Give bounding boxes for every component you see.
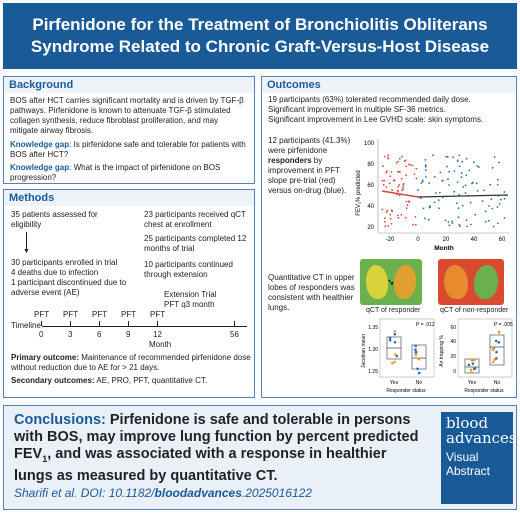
secondary-label: Secondary outcomes: (11, 376, 95, 385)
scatter-point (438, 207, 440, 209)
scatter-point (415, 216, 417, 218)
scatter-point (448, 221, 450, 223)
outcomes-panel (261, 76, 517, 398)
pft-label-3: PFT (121, 310, 137, 319)
scatter-point (397, 215, 399, 217)
lung-left (366, 265, 388, 299)
timeline-tick (41, 321, 42, 326)
scatter-point (485, 221, 487, 223)
scatter-point (423, 208, 425, 210)
scatter-point (498, 162, 500, 164)
cite-post: .2025016122 (241, 486, 312, 500)
scatter-point (399, 158, 401, 160)
box1-ytick: 1.25 (368, 369, 378, 375)
month-12: 12 (153, 330, 162, 339)
scatter-xtick: 60 (498, 237, 506, 243)
extension-pft-label: PFT q3 month (164, 300, 215, 309)
secondary-text: AE, PRO, PFT, quantitative CT. (94, 376, 208, 385)
scatter-point (435, 192, 437, 194)
outcome-line-3: Significant improvement in Lee GVHD scale: skin symptoms. (268, 115, 484, 124)
scatter-point (429, 205, 431, 207)
scatter-point (396, 162, 398, 164)
conclusions-text (14, 412, 429, 485)
arrow-icon: ➘ (387, 277, 395, 287)
extension-continued-text: 10 participants continued through extension (144, 260, 233, 279)
cite-pre: Sharifi et al. DOI: 10.1182/ (14, 486, 155, 500)
scatter-point (400, 214, 402, 216)
citation (14, 486, 312, 500)
scatter-point (382, 165, 384, 167)
scatter-point (422, 179, 424, 181)
box-point (415, 354, 418, 357)
logo-line-1: blood (446, 414, 489, 432)
scatter-point (447, 178, 449, 180)
qct-text: 23 participants received qCT chest at enrollment (144, 210, 246, 229)
gap2-text: : What is the impact of pirfenidone on BOS progression? (10, 163, 221, 182)
scatter-point (425, 169, 427, 171)
scatter-point (405, 217, 407, 219)
scatter-point (420, 182, 422, 184)
scatter-point (385, 186, 387, 188)
box-point (389, 337, 392, 340)
scatter-point (497, 222, 499, 224)
background-title: Background (4, 77, 254, 93)
scatter-point (454, 170, 456, 172)
box-point (492, 349, 495, 352)
timeline-label: Timeline (11, 321, 41, 330)
timeline-tick (99, 321, 100, 326)
box-point (414, 345, 417, 348)
qct-responder-label: qCT of responder (366, 307, 421, 314)
box-point (394, 353, 397, 356)
scatter-xtick: -20 (385, 237, 395, 243)
month-9: 9 (126, 330, 131, 339)
scatter-point (412, 224, 414, 226)
scatter-ytick: 80 (367, 162, 374, 168)
scatter-point (492, 167, 494, 169)
scatter-point (466, 158, 468, 160)
scatter-point (500, 199, 502, 201)
scatter-point (488, 220, 490, 222)
box-point (473, 359, 476, 362)
scatter-point (451, 221, 453, 223)
scatter-point (474, 214, 476, 216)
scatter-point (404, 160, 406, 162)
scatter-point (425, 159, 427, 161)
scatter-point (493, 226, 495, 228)
resp-bold: responders (268, 156, 312, 165)
scatter-point (442, 180, 444, 182)
scatter-point (401, 178, 403, 180)
scatter-point (434, 201, 436, 203)
scatter-point (452, 156, 454, 158)
scatter-point (398, 171, 400, 173)
scatter-point (428, 219, 430, 221)
assessed-text: 35 patients assessed for eligibility (11, 210, 98, 229)
scatter-point (408, 200, 410, 202)
scatter-point (413, 173, 415, 175)
scatter-point (391, 171, 393, 173)
scatter-point (439, 192, 441, 194)
scatter-point (465, 192, 467, 194)
scatter-point (420, 197, 422, 199)
scatter-point (485, 210, 487, 212)
scatter-point (397, 186, 399, 188)
scatter-point (473, 161, 475, 163)
scatter-point (461, 161, 463, 163)
box-point (418, 372, 421, 375)
scatter-point (490, 198, 492, 200)
timeline-tick (157, 321, 158, 326)
scatter-point (458, 207, 460, 209)
qct-responder-image (360, 259, 422, 305)
scatter-point (468, 170, 470, 172)
scatter-point (448, 225, 450, 227)
box-point (389, 339, 392, 342)
scatter-points (381, 154, 506, 227)
scatter-point (387, 225, 389, 227)
scatter-point (458, 154, 460, 156)
month-0: 0 (39, 330, 44, 339)
scatter-point (408, 164, 410, 166)
box-point (393, 361, 396, 364)
methods-title: Methods (4, 190, 254, 206)
scatter-point (458, 224, 460, 226)
scatter-point (470, 224, 472, 226)
scatter-point (446, 166, 448, 168)
box2-ytick: 20 (450, 354, 456, 360)
box-point (415, 351, 418, 354)
month-56: 56 (230, 330, 239, 339)
qct-text: Quantitative CT in upper lobes of responders was consistent with healthier lungs. (268, 273, 355, 312)
scatter-point (405, 166, 407, 168)
scatter-point (459, 165, 461, 167)
responders-text (268, 136, 354, 196)
scatter-point (504, 198, 506, 200)
scatter-point (381, 209, 383, 211)
box-point (470, 371, 473, 374)
scatter-point (458, 194, 460, 196)
box2-ylabel: Air trapping % (439, 335, 445, 367)
month-6: 6 (97, 330, 102, 339)
box-point (391, 362, 394, 365)
scatter-point (504, 191, 506, 193)
scatter-point (465, 185, 467, 187)
scatter-point (381, 180, 383, 182)
scatter-point (456, 202, 458, 204)
scatter-point (416, 168, 418, 170)
box1-cat-yes: Yes (389, 380, 399, 386)
scatter-point (459, 225, 461, 227)
scatter-point (384, 221, 386, 223)
box-point (416, 368, 419, 371)
box-point (495, 351, 498, 354)
lung-right (394, 265, 416, 299)
scatter-point (448, 171, 450, 173)
scatter-point (416, 178, 418, 180)
box1-cat-no: No (415, 380, 423, 386)
scatter-point (477, 190, 479, 192)
scatter-point (398, 184, 400, 186)
scatter-point (491, 208, 493, 210)
scatter-point (483, 190, 485, 192)
box2-ytick: 60 (450, 325, 456, 331)
scatter-point (488, 205, 490, 207)
scatter-ytick: 60 (367, 183, 374, 189)
scatter-ytick: 20 (367, 225, 374, 231)
scatter-point (393, 180, 395, 182)
scatter-point (482, 200, 484, 202)
qct-nonresponder-image (438, 259, 504, 305)
title-banner (3, 3, 517, 69)
scatter-point (390, 218, 392, 220)
scatter-point (497, 179, 499, 181)
scatter-point (406, 201, 408, 203)
scatter-point (504, 217, 506, 219)
box2-cat-yes: Yes (467, 380, 477, 386)
scatter-ytick: 40 (367, 204, 374, 210)
scatter-point (476, 165, 478, 167)
logo-line-3: Visual Abstract (446, 450, 491, 478)
conclusions-body-2: , and was associated with a response in healthier lungs as measured by quantitative CT. (14, 446, 387, 484)
outcomes-summary (262, 93, 516, 127)
scatter-point (461, 176, 463, 178)
lung-right (474, 265, 498, 299)
jacobian-boxplot (360, 315, 436, 397)
timeline-tick (234, 321, 235, 326)
scatter-point (445, 220, 447, 222)
scatter-point (391, 189, 393, 191)
scatter-point (457, 160, 459, 162)
scatter-point (383, 184, 385, 186)
pft-label-1: PFT (63, 310, 79, 319)
extension-trial-label: Extension Trial (164, 290, 217, 299)
methods-panel (3, 189, 255, 398)
box-point (473, 368, 476, 371)
conclusions-label: Conclusions: (14, 412, 106, 428)
scatter-point (402, 188, 404, 190)
box2-ytick: 0 (453, 369, 456, 375)
scatter-point (387, 154, 389, 156)
completed-text: 25 participants completed 12 months of trial (144, 234, 247, 253)
scatter-point (476, 182, 478, 184)
box-point (498, 341, 501, 344)
scatter-xlabel: Month (434, 245, 454, 252)
timeline-tick (128, 321, 129, 326)
scatter-point (383, 180, 385, 182)
scatter-point (417, 189, 419, 191)
scatter-point (397, 190, 399, 192)
scatter-point (389, 175, 391, 177)
scatter-point (425, 176, 427, 178)
primary-outcome (11, 353, 251, 373)
journal-logo (441, 412, 517, 504)
scatter-point (425, 164, 427, 166)
scatter-point (457, 181, 459, 183)
timeline-axis (42, 326, 247, 327)
scatter-point (397, 161, 399, 163)
deaths-text: 4 deaths due to infection (11, 268, 99, 277)
outcome-line-1: 19 participants (63%) tolerated recommended daily dose. (268, 95, 471, 104)
conclusions-panel (3, 405, 517, 510)
box1-ytick: 1.30 (368, 347, 378, 353)
box-point (495, 357, 498, 360)
lung-left (444, 265, 468, 299)
scatter-point (478, 166, 480, 168)
fev1-scatter-plot (354, 133, 514, 253)
pft-label-0: PFT (34, 310, 50, 319)
scatter-point (391, 223, 393, 225)
scatter-ytick: 100 (363, 141, 374, 147)
scatter-point (458, 216, 460, 218)
box-point (414, 348, 417, 351)
box2-xlabel: Responder status (464, 388, 504, 394)
scatter-point (384, 156, 386, 158)
month-axis-label: Month (149, 340, 172, 349)
gap1-text: : Is pirfenidone safe and tolerable for patients with BOS after HCT? (10, 140, 246, 159)
scatter-point (387, 157, 389, 159)
box-point (417, 357, 420, 360)
scatter-xtick: 0 (416, 237, 420, 243)
scatter-point (384, 217, 386, 219)
scatter-point (462, 205, 464, 207)
scatter-point (391, 209, 393, 211)
scatter-point (402, 186, 404, 188)
scatter-point (434, 176, 436, 178)
fev-subscript: 1 (42, 453, 48, 464)
box-point (394, 333, 397, 336)
scatter-point (462, 186, 464, 188)
scatter-point (432, 154, 434, 156)
cite-bold: bloodadvances (154, 486, 242, 500)
scatter-point (438, 199, 440, 201)
title-line-1: Pirfenidone for the Treatment of Bronchiolitis Obliterans (32, 15, 488, 34)
scatter-point (401, 156, 403, 158)
knowledge-gap-1 (10, 140, 248, 160)
box1-ytick: 1.35 (368, 325, 378, 331)
month-3: 3 (68, 330, 73, 339)
scatter-point (406, 207, 408, 209)
knowledge-gap-2 (10, 163, 248, 183)
scatter-point (387, 210, 389, 212)
scatter-ylabel: FEV₁% predicted (356, 170, 362, 216)
box-point (470, 358, 473, 361)
scatter-point (489, 184, 491, 186)
box1-no-box (412, 345, 426, 369)
box-point (394, 330, 397, 333)
scatter-point (424, 218, 426, 220)
scatter-point (405, 174, 407, 176)
outcome-line-2: Significant improvement in multiple SF-36 metrics. (268, 105, 446, 114)
box-point (495, 340, 498, 343)
box1-xlabel: Responder status (386, 388, 426, 394)
scatter-point (389, 182, 391, 184)
logo-line-2: advances (446, 429, 517, 447)
scatter-point (470, 202, 472, 204)
box2-cat-no: No (493, 380, 501, 386)
scatter-point (384, 225, 386, 227)
box-point (492, 361, 495, 364)
resp-pre: 12 participants (41.3%) were pirfenidone (268, 136, 351, 155)
box-point (498, 331, 501, 334)
box-point (394, 341, 397, 344)
scatter-point (448, 184, 450, 186)
box-point (472, 362, 475, 365)
scatter-point (465, 174, 467, 176)
scatter-point (447, 156, 449, 158)
resp-post: by improvement in PFT slope pre-trial (red) versus on-drug (blue). (268, 156, 347, 195)
air-trapping-boxplot (438, 315, 514, 397)
scatter-point (403, 183, 405, 185)
scatter-point (389, 214, 391, 216)
gap1-label: Knowledge gap (10, 140, 70, 149)
discontinued-text: 1 participant discontinued due to adverse event (AE) (11, 278, 127, 297)
primary-label: Primary outcome: (11, 353, 80, 362)
scatter-point (497, 184, 499, 186)
scatter-point (466, 225, 468, 227)
scatter-point (499, 203, 501, 205)
scatter-point (497, 206, 499, 208)
scatter-point (399, 195, 401, 197)
arrow-down-icon: ▼ (23, 248, 30, 255)
scatter-point (494, 156, 496, 158)
scatter-point (398, 217, 400, 219)
scatter-point (439, 172, 441, 174)
pft-label-2: PFT (92, 310, 108, 319)
box2-p-value: P = .005 (494, 322, 513, 328)
scatter-point (466, 219, 468, 221)
box-point (470, 369, 473, 372)
background-panel (3, 76, 255, 184)
background-text: BOS after HCT carries significant mortality and is driven by TGF-β pathways. Pirfenidone is known to attenuate TGF-β stimulated collagen synthesis, reduce fibroblast proliferation, and may mitigate airway fibrosis. (10, 96, 244, 135)
scatter-point (461, 172, 463, 174)
box2-ytick: 40 (450, 339, 456, 345)
scatter-point (386, 170, 388, 172)
scatter-point (472, 182, 474, 184)
scatter-xtick: 20 (442, 237, 450, 243)
pft-label-4: PFT (150, 310, 166, 319)
enrolled-text: 30 participants enrolled in trial (11, 258, 118, 267)
scatter-point (410, 164, 412, 166)
scatter-point (453, 191, 455, 193)
on-drug-trend (418, 195, 508, 197)
box-point (468, 364, 471, 367)
gap2-label: Knowledge gap (10, 163, 70, 172)
scatter-point (412, 165, 414, 167)
box1-p-value: P = .012 (416, 322, 435, 328)
timeline-tick (70, 321, 71, 326)
box1-ylabel: Jacobian mean (361, 334, 367, 368)
conclusions-body: Pirfenidone is safe and tolerable in persons with BOS, may improve lung function by percent predicted FEV (14, 412, 419, 462)
scatter-point (386, 211, 388, 213)
outcomes-title: Outcomes (262, 77, 516, 93)
secondary-outcome (11, 376, 251, 386)
scatter-point (428, 182, 430, 184)
title-line-2: Syndrome Related to Chronic Graft-Versus-Host Disease (30, 37, 490, 56)
scatter-point (407, 204, 409, 206)
background-body (4, 93, 254, 186)
scatter-xtick: 40 (470, 237, 478, 243)
scatter-point (415, 224, 417, 226)
scatter-point (452, 222, 454, 224)
qct-nonresponder-label: qCT of non-responder (440, 307, 509, 314)
primary-text: Maintenance of recommended pirfenidone dose without reduction due to AE for > 21 days. (11, 353, 251, 372)
